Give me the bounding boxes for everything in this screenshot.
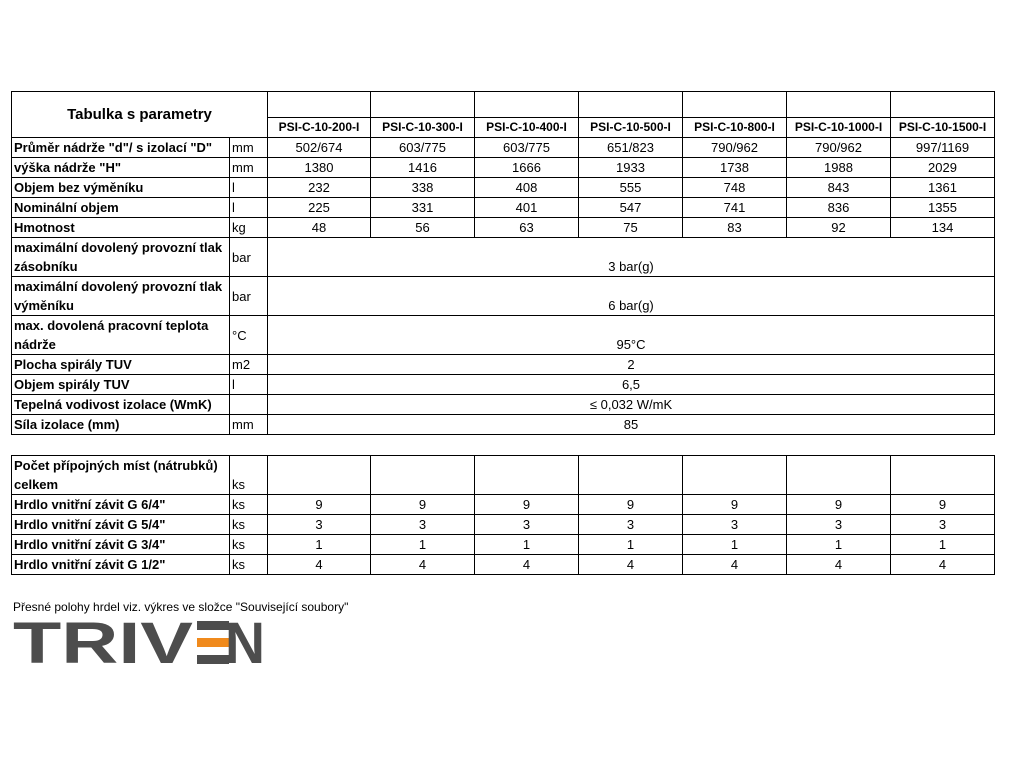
row-label: Nominální objem — [12, 198, 230, 218]
row-value: 338 — [371, 178, 475, 198]
row-unit: mm — [230, 138, 268, 158]
row-value: 225 — [268, 198, 371, 218]
row-value: 1666 — [475, 158, 579, 178]
row-value: 748 — [683, 178, 787, 198]
row-value: 4 — [787, 555, 891, 575]
triven-logo — [13, 615, 268, 667]
row-value: 83 — [683, 218, 787, 238]
row-label: Objem spirály TUV — [12, 375, 230, 395]
row-value: 9 — [475, 495, 579, 515]
table-row — [12, 515, 995, 535]
row-value: 502/674 — [268, 138, 371, 158]
row-value: 3 — [579, 515, 683, 535]
row-value: 56 — [371, 218, 475, 238]
table-row — [12, 355, 995, 375]
row-value: 1 — [475, 535, 579, 555]
row-value: 1355 — [891, 198, 995, 218]
connections-table — [11, 455, 995, 575]
row-label: max. dovolená pracovní teplota nádrže — [12, 316, 230, 355]
parameters-table — [11, 91, 995, 435]
row-value: 1361 — [891, 178, 995, 198]
row-value: 790/962 — [787, 138, 891, 158]
table-row — [12, 495, 995, 515]
row-value: 4 — [475, 555, 579, 575]
row-value: 401 — [475, 198, 579, 218]
table-row — [12, 198, 995, 218]
row-value: 9 — [579, 495, 683, 515]
row-value: 85 — [268, 415, 995, 435]
table-row — [12, 316, 995, 355]
table-row — [12, 218, 995, 238]
table-row — [12, 178, 995, 198]
model-header-cell: PSI-C-10-200-I — [268, 118, 371, 138]
row-value: 63 — [475, 218, 579, 238]
row-value: 603/775 — [475, 138, 579, 158]
row-value: 4 — [683, 555, 787, 575]
row-unit: m2 — [230, 355, 268, 375]
row-unit: l — [230, 178, 268, 198]
row-value: 9 — [787, 495, 891, 515]
table-row — [12, 555, 995, 575]
row-value: 1 — [787, 535, 891, 555]
row-value: 790/962 — [683, 138, 787, 158]
row-value: 3 — [683, 515, 787, 535]
row-value: 3 bar(g) — [268, 238, 995, 277]
row-value: 2 — [268, 355, 995, 375]
connections-header-unit: ks — [230, 456, 268, 495]
footnote: Přesné polohy hrdel viz. výkres ve složce "Související soubory" — [13, 600, 349, 614]
model-header-cell: PSI-C-10-500-I — [579, 118, 683, 138]
model-header-cell: PSI-C-10-800-I — [683, 118, 787, 138]
row-value: 4 — [268, 555, 371, 575]
row-unit: ks — [230, 535, 268, 555]
row-label: Síla izolace (mm) — [12, 415, 230, 435]
table-row — [12, 535, 995, 555]
table-row — [12, 138, 995, 158]
row-unit: mm — [230, 158, 268, 178]
svg-text:N: N — [225, 615, 265, 667]
row-value: 9 — [891, 495, 995, 515]
connections-header-label: Počet přípojných míst (nátrubků) celkem — [12, 456, 230, 495]
row-value: 3 — [371, 515, 475, 535]
row-unit: mm — [230, 415, 268, 435]
model-header-cell: PSI-C-10-1500-I — [891, 118, 995, 138]
row-value: 3 — [475, 515, 579, 535]
table-row — [12, 395, 995, 415]
row-value: 4 — [891, 555, 995, 575]
row-value: 1 — [683, 535, 787, 555]
model-header-cell: PSI-C-10-300-I — [371, 118, 475, 138]
row-value: 408 — [475, 178, 579, 198]
row-unit: bar — [230, 238, 268, 277]
row-label: Objem bez výměníku — [12, 178, 230, 198]
row-value: 232 — [268, 178, 371, 198]
table-row — [12, 158, 995, 178]
row-unit: bar — [230, 277, 268, 316]
logo-text — [13, 615, 265, 667]
row-unit — [230, 395, 268, 415]
row-unit: ks — [230, 495, 268, 515]
row-value: 331 — [371, 198, 475, 218]
row-value: 651/823 — [579, 138, 683, 158]
row-label: Tepelná vodivost izolace (WmK) — [12, 395, 230, 415]
row-value: 6 bar(g) — [268, 277, 995, 316]
row-label: maximální dovolený provozní tlak výměníku — [12, 277, 230, 316]
row-value: 1 — [268, 535, 371, 555]
svg-text:TRIV: TRIV — [13, 615, 194, 667]
row-value: 9 — [371, 495, 475, 515]
table-row — [12, 238, 995, 277]
row-value: 4 — [579, 555, 683, 575]
row-value: 134 — [891, 218, 995, 238]
row-label: Hrdlo vnitřní závit G 1/2" — [12, 555, 230, 575]
row-value: 2029 — [891, 158, 995, 178]
row-value: ≤ 0,032 W/mK — [268, 395, 995, 415]
row-value: 1 — [891, 535, 995, 555]
row-value: 6,5 — [268, 375, 995, 395]
row-value: 1380 — [268, 158, 371, 178]
row-value: 843 — [787, 178, 891, 198]
model-header-cell: PSI-C-10-1000-I — [787, 118, 891, 138]
row-label: maximální dovolený provozní tlak zásobníku — [12, 238, 230, 277]
row-value: 9 — [268, 495, 371, 515]
row-value: 1 — [371, 535, 475, 555]
row-value: 1416 — [371, 158, 475, 178]
row-label: Průměr nádrže "d"/ s izolací "D" — [12, 138, 230, 158]
row-label: Hrdlo vnitřní závit G 3/4" — [12, 535, 230, 555]
row-unit: °C — [230, 316, 268, 355]
row-value: 603/775 — [371, 138, 475, 158]
model-header-cell: PSI-C-10-400-I — [475, 118, 579, 138]
row-value: 9 — [683, 495, 787, 515]
row-label: Hrdlo vnitřní závit G 5/4" — [12, 515, 230, 535]
row-value: 1 — [579, 535, 683, 555]
row-value: 1738 — [683, 158, 787, 178]
row-value: 75 — [579, 218, 683, 238]
row-value: 48 — [268, 218, 371, 238]
row-value: 1988 — [787, 158, 891, 178]
row-unit: ks — [230, 555, 268, 575]
row-unit: kg — [230, 218, 268, 238]
row-value: 3 — [268, 515, 371, 535]
table-title: Tabulka s parametry — [12, 92, 268, 138]
row-value: 4 — [371, 555, 475, 575]
row-value: 741 — [683, 198, 787, 218]
row-value: 3 — [891, 515, 995, 535]
row-value: 3 — [787, 515, 891, 535]
row-value: 95°C — [268, 316, 995, 355]
table-row — [12, 415, 995, 435]
row-label: Plocha spirály TUV — [12, 355, 230, 375]
row-value: 92 — [787, 218, 891, 238]
row-value: 836 — [787, 198, 891, 218]
row-value: 1933 — [579, 158, 683, 178]
row-value: 555 — [579, 178, 683, 198]
row-unit: ks — [230, 515, 268, 535]
table-row — [12, 277, 995, 316]
row-value: 547 — [579, 198, 683, 218]
row-label: výška nádrže "H" — [12, 158, 230, 178]
row-label: Hmotnost — [12, 218, 230, 238]
row-value: 997/1169 — [891, 138, 995, 158]
table-row — [12, 375, 995, 395]
row-unit: l — [230, 375, 268, 395]
row-label: Hrdlo vnitřní závit G 6/4" — [12, 495, 230, 515]
row-unit: l — [230, 198, 268, 218]
